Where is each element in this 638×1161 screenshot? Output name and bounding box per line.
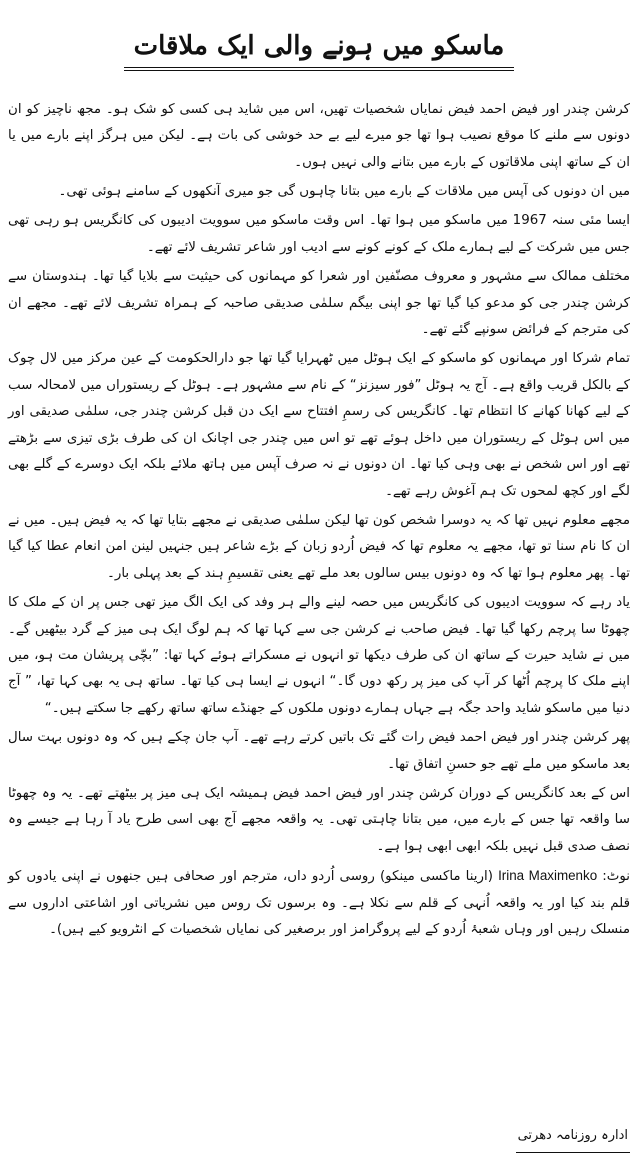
paragraph-meeting-intro: میں ان دونوں کی آپس میں ملاقات کے بارے میں بتانا چاہوں گی جو میری آنکھوں کے سامنے ہوئی تھی۔ [58,184,630,200]
note-text: (ارینا ماکسی مینکو) روسی اُردو داں، مترجم اور صحافی ہیں جنھوں نے اپنی یادوں کو قلم بند کیا اور یہ واقعہ اُنہی کے قلم سے نکلا ہے۔ وہ برسوں تک روس میں نشریاتی اور اشاعتی اداروں سے منسلک رہیں اور وہاں شعبۂ اُردو کے لیے پروگرامز اور برصغیر کی نمایاں شخصیات کے انٹرویو کیے ہیں)۔ [8,869,630,937]
article-title: ماسکو میں ہونے والی ایک ملاقات [124,27,515,71]
paragraph-flag-table: یاد رہے کہ سوویت ادیبوں کی کانگریس میں حصہ لینے والے ہر وفد کی ایک الگ میز تھی جس پر ان کے ملک کا چھوٹا سا پرچم رکھا گیا تھا۔ فیض صاحب نے کرشن جی سے کہا تھا کہ ہم لوگ ایک ہی میز کے گرد بیٹھیں گے۔ میں نے شاید حیرت کے ساتھ ان کی طرف دیکھا تو انہوں نے مسکراتے ہوئے کہا تھا: ”بچّی پریشان مت ہو، میں اپنے ملک کا پرچم اُٹھا کر آپ کی میز پر رکھ دوں گا۔“ انہوں نے ایسا ہی کیا تھا۔ ساتھ ہی یہ بھی کہا تھا، ” آج دنیا میں ماسکو شاید واحد جگہ ہے جہاں ہمارے دونوں ملکوں کے جھنڈے ساتھ ساتھ رکھے جا سکتے ہیں۔“ [8,595,630,716]
title-block [8,10,630,89]
signature: ادارہ روزنامہ دھرتی [516,1126,630,1153]
paragraph-faiz-identity: مجھے معلوم نہیں تھا کہ یہ دوسرا شخص کون تھا لیکن سلمٰی صدیقی نے مجھے بتایا تھا کہ یہ فیض ہیں۔ میں نے ان کا نام سنا تو تھا، مجھے یہ معلوم تھا کہ فیض اُردو زبان کے بڑے شاعر ہیں جنہیں لینن امن انعام عطا کیا گیا تھا۔ پھر معلوم ہوا تھا کہ وہ دونوں بیس سالوں بعد ملے تھے یعنی تقسیمِ ہند کے بعد پہلی بار۔ [8,512,630,581]
paragraph-same-table: اس کے بعد کانگریس کے دوران کرشن چندر اور فیض احمد فیض ہمیشہ ایک ہی میز پر بیٹھتے تھے۔ یہ وہ چھوٹا سا واقعہ تھا جس کے بارے میں، میں بتانا چاہتی تھی۔ یہ واقعہ مجھے آج بھی اسی طرح یاد آ رہا ہے جیسے وہ نصف صدی قبل نہیں بلکہ ابھی ابھی ہوا ہے۔ [8,785,630,854]
article-body [8,97,630,944]
paragraph-1967-congress: ایسا مئی سنہ 1967 میں ماسکو میں ہوا تھا۔ اس وقت ماسکو میں سوویت ادیبوں کی کانگریس ہو رہی تھی جس میں شرکت کے لیے ہمارے ملک کے کونے کونے سے ادیب اور شاعر تشریف لائے تھے۔ [8,213,630,255]
note-prefix: نوٹ: [602,869,631,885]
paragraph-guests: مختلف ممالک سے مشہور و معروف مصنّفین اور شعرا کو مہمانوں کی حیثیت سے بلایا گیا تھا۔ ہندوستان سے کرشن چندر جی کو مدعو کیا گیا تھا جو اپنی بیگم سلمٰی صدیقی صاحبہ کے ہمراہ تشریف لائے تھے۔ مجھے ان کی مترجم کے فرائض سونپے گئے تھے۔ [8,269,630,338]
note-paragraph [8,863,630,943]
note-latin-name: Irina Maximenko [498,868,598,884]
paragraph-hotel: تمام شرکا اور مہمانوں کو ماسکو کے ایک ہوٹل میں ٹھہرایا گیا تھا جو دارالحکومت کے عین مرکز میں لال چوک کے بالکل قریب واقع ہے۔ آج یہ ہوٹل ”فور سیزنز“ کے نام سے مشہور ہے۔ ہوٹل کے ریستوراں میں لامحالہ سب کے لیے کھانا کھانے کا انتظام تھا۔ کانگریس کی رسمِ افتتاح سے ایک دن قبل کرشن چندر جی، سلمٰی صدیقی اور میں اس ہوٹل کے ریستوران میں داخل ہوئے تھے تو اس میں چندر جی اچانک ان کی طرف بڑی تیزی سے بڑھتے تھے اور اس شخص نے بھی وہی کیا تھا۔ ان دونوں نے نہ صرف آپس میں ہاتھ ملائے بلکہ ایک دوسرے کے گلے بھی لگے اور کچھ لمحوں تک ہم آغوش رہے تھے۔ [8,351,630,499]
paragraph-intro: کرشن چندر اور فیض احمد فیض نمایاں شخصیات تھیں، اس میں شاید ہی کسی کو شک ہو۔ مجھ ناچیز کو ان دونوں سے ملنے کا موقع نصیب ہوا تھا جو میرے لیے بے حد خوشی کی بات ہے۔ لیکن میں ہرگز اپنے بارے میں یا ان کے ساتھ اپنی ملاقاتوں کے بارے میں بتانے والی نہیں ہوں۔ [8,101,630,170]
paragraph-night-talk: پھر کرشن چندر اور فیض احمد فیض رات گئے تک باتیں کرتے رہے تھے۔ آپ جان چکے ہیں کہ وہ دونوں بہت سال بعد ماسکو میں ملے تھے جو حسنِ اتفاق تھا۔ [8,730,630,772]
